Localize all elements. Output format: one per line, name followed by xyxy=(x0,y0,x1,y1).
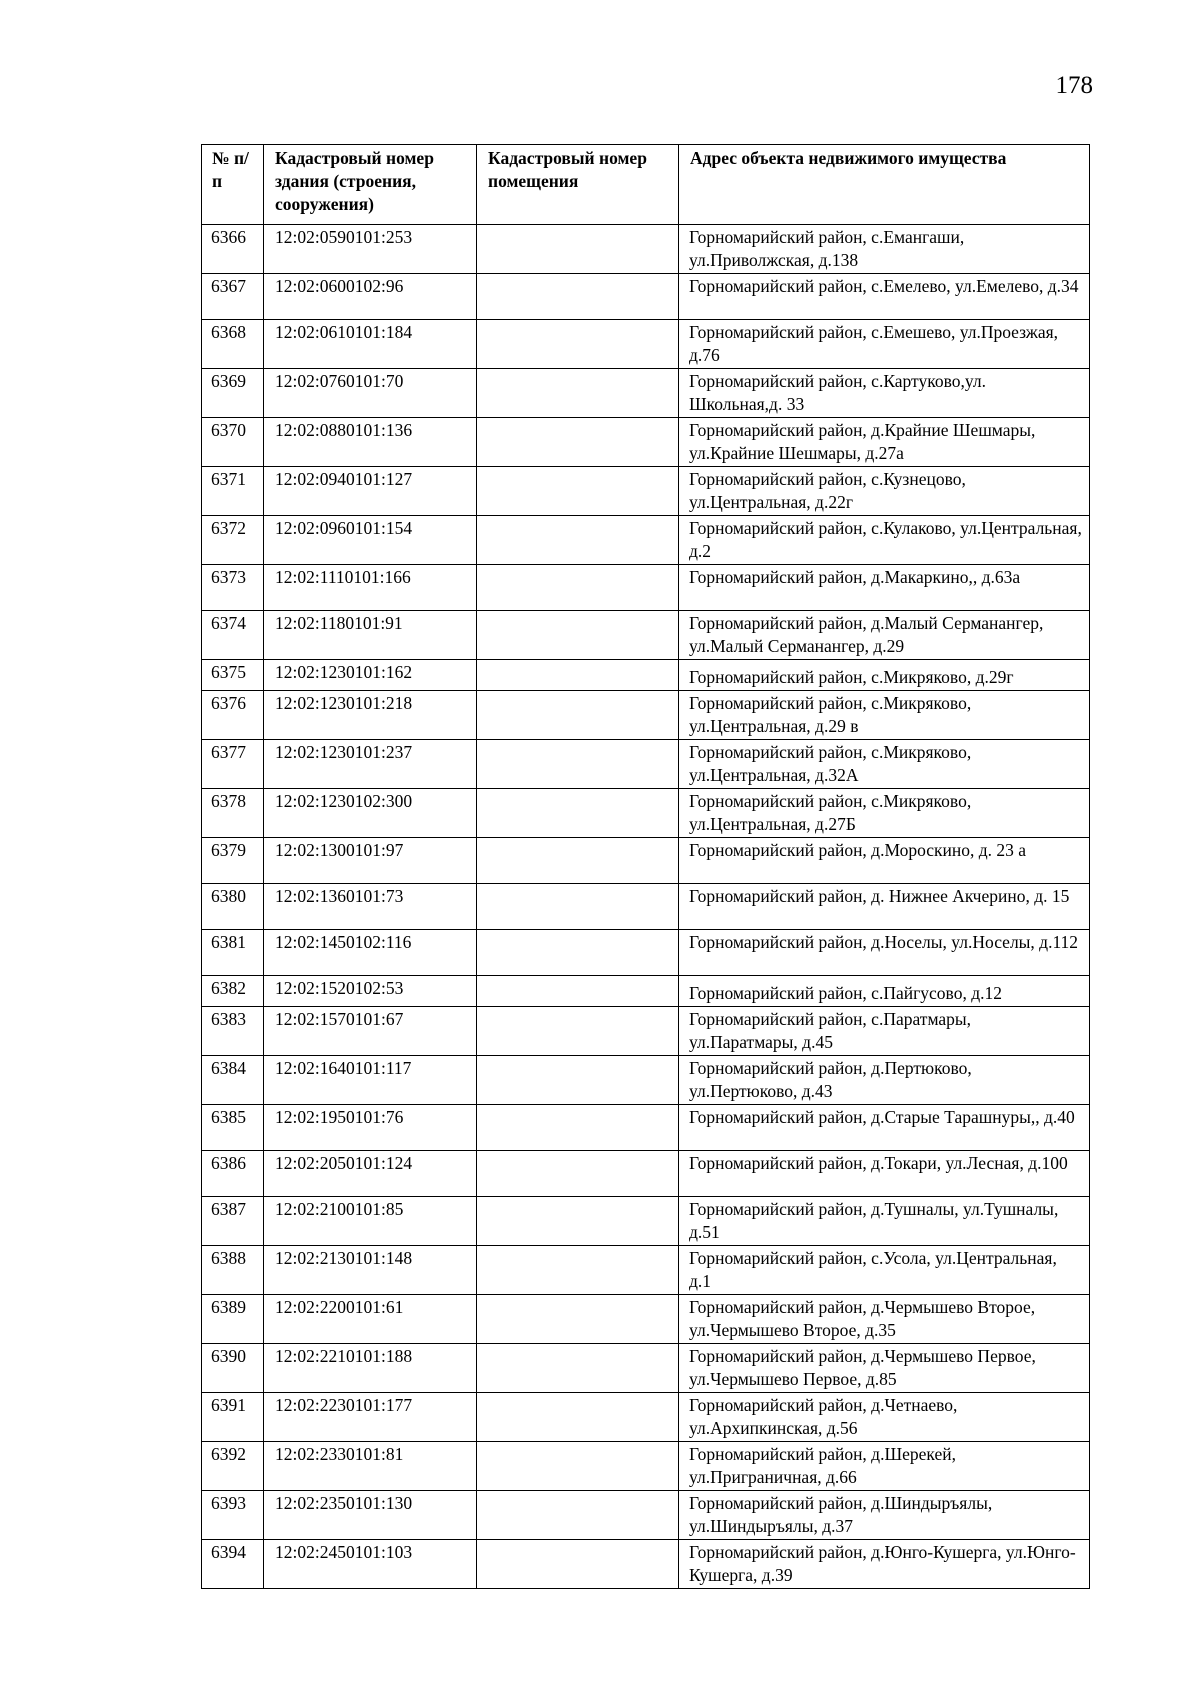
row-number: 6391 xyxy=(202,1393,264,1442)
table-row xyxy=(202,740,1090,789)
building-cadastral-number: 12:02:2350101:130 xyxy=(264,1491,477,1540)
row-number: 6390 xyxy=(202,1344,264,1393)
address: Горномарийский район, д.Крайние Шешмары, ул.Крайние Шешмары, д.27а xyxy=(679,418,1090,467)
building-cadastral-number: 12:02:2200101:61 xyxy=(264,1295,477,1344)
row-number: 6385 xyxy=(202,1105,264,1151)
header-building-cadastral: Кадастровый номер здания (строения, сооружения) xyxy=(264,145,477,225)
room-cadastral-number xyxy=(477,740,679,789)
building-cadastral-number: 12:02:2130101:148 xyxy=(264,1246,477,1295)
row-number: 6368 xyxy=(202,320,264,369)
room-cadastral-number xyxy=(477,1056,679,1105)
row-number: 6369 xyxy=(202,369,264,418)
room-cadastral-number xyxy=(477,1344,679,1393)
address: Горномарийский район, д. Нижнее Акчерино, д. 15 xyxy=(679,884,1090,930)
row-number: 6383 xyxy=(202,1007,264,1056)
building-cadastral-number: 12:02:2330101:81 xyxy=(264,1442,477,1491)
building-cadastral-number: 12:02:1520102:53 xyxy=(264,976,477,1007)
building-cadastral-number: 12:02:0940101:127 xyxy=(264,467,477,516)
address: Горномарийский район, с.Картуково,ул. Школьная,д. 33 xyxy=(679,369,1090,418)
header-address: Адрес объекта недвижимого имущества xyxy=(679,145,1090,225)
room-cadastral-number xyxy=(477,1540,679,1589)
address: Горномарийский район, с.Микряково, д.29г xyxy=(679,660,1090,691)
row-number: 6373 xyxy=(202,565,264,611)
address: Горномарийский район, д.Тушналы, ул.Тушналы, д.51 xyxy=(679,1197,1090,1246)
building-cadastral-number: 12:02:1230102:300 xyxy=(264,789,477,838)
building-cadastral-number: 12:02:0760101:70 xyxy=(264,369,477,418)
table-row xyxy=(202,1491,1090,1540)
room-cadastral-number xyxy=(477,691,679,740)
table-row xyxy=(202,369,1090,418)
table-row xyxy=(202,320,1090,369)
address: Горномарийский район, с.Емангаши, ул.Приволжская, д.138 xyxy=(679,225,1090,274)
row-number: 6372 xyxy=(202,516,264,565)
row-number: 6374 xyxy=(202,611,264,660)
address: Горномарийский район, с.Паратмары, ул.Паратмары, д.45 xyxy=(679,1007,1090,1056)
address: Горномарийский район, с.Микряково, ул.Центральная, д.27Б xyxy=(679,789,1090,838)
header-num: № п/п xyxy=(202,145,264,225)
address: Горномарийский район, д.Чермышево Первое, ул.Чермышево Первое, д.85 xyxy=(679,1344,1090,1393)
table-row xyxy=(202,884,1090,930)
address: Горномарийский район, д.Шиндыръялы, ул.Шиндыръялы, д.37 xyxy=(679,1491,1090,1540)
row-number: 6380 xyxy=(202,884,264,930)
address: Горномарийский район, д.Мороскино, д. 23 а xyxy=(679,838,1090,884)
room-cadastral-number xyxy=(477,1151,679,1197)
row-number: 6370 xyxy=(202,418,264,467)
row-number: 6394 xyxy=(202,1540,264,1589)
room-cadastral-number xyxy=(477,1007,679,1056)
room-cadastral-number xyxy=(477,611,679,660)
row-number: 6371 xyxy=(202,467,264,516)
address: Горномарийский район, д.Старые Тарашнуры,, д.40 xyxy=(679,1105,1090,1151)
address: Горномарийский район, с.Кулаково, ул.Центральная, д.2 xyxy=(679,516,1090,565)
row-number: 6386 xyxy=(202,1151,264,1197)
address: Горномарийский район, д.Токари, ул.Лесная, д.100 xyxy=(679,1151,1090,1197)
room-cadastral-number xyxy=(477,418,679,467)
table-row xyxy=(202,1056,1090,1105)
address: Горномарийский район, д.Носелы, ул.Носелы, д.112 xyxy=(679,930,1090,976)
room-cadastral-number xyxy=(477,467,679,516)
room-cadastral-number xyxy=(477,976,679,1007)
table-row xyxy=(202,660,1090,691)
room-cadastral-number xyxy=(477,838,679,884)
building-cadastral-number: 12:02:1360101:73 xyxy=(264,884,477,930)
building-cadastral-number: 12:02:0960101:154 xyxy=(264,516,477,565)
row-number: 6392 xyxy=(202,1442,264,1491)
row-number: 6367 xyxy=(202,274,264,320)
building-cadastral-number: 12:02:2210101:188 xyxy=(264,1344,477,1393)
row-number: 6388 xyxy=(202,1246,264,1295)
building-cadastral-number: 12:02:1300101:97 xyxy=(264,838,477,884)
building-cadastral-number: 12:02:1110101:166 xyxy=(264,565,477,611)
room-cadastral-number xyxy=(477,1442,679,1491)
table-row xyxy=(202,976,1090,1007)
building-cadastral-number: 12:02:1180101:91 xyxy=(264,611,477,660)
table-row xyxy=(202,930,1090,976)
row-number: 6387 xyxy=(202,1197,264,1246)
room-cadastral-number xyxy=(477,789,679,838)
table-row xyxy=(202,516,1090,565)
building-cadastral-number: 12:02:1950101:76 xyxy=(264,1105,477,1151)
building-cadastral-number: 12:02:2450101:103 xyxy=(264,1540,477,1589)
address: Горномарийский район, с.Микряково, ул.Центральная, д.29 в xyxy=(679,691,1090,740)
building-cadastral-number: 12:02:1640101:117 xyxy=(264,1056,477,1105)
address: Горномарийский район, д.Макаркино,, д.63а xyxy=(679,565,1090,611)
table-row xyxy=(202,789,1090,838)
table-row xyxy=(202,838,1090,884)
room-cadastral-number xyxy=(477,320,679,369)
row-number: 6375 xyxy=(202,660,264,691)
property-table xyxy=(201,144,1090,1589)
row-number: 6389 xyxy=(202,1295,264,1344)
building-cadastral-number: 12:02:1230101:237 xyxy=(264,740,477,789)
room-cadastral-number xyxy=(477,930,679,976)
table-row xyxy=(202,225,1090,274)
table-row xyxy=(202,1344,1090,1393)
building-cadastral-number: 12:02:1450102:116 xyxy=(264,930,477,976)
row-number: 6393 xyxy=(202,1491,264,1540)
room-cadastral-number xyxy=(477,884,679,930)
row-number: 6379 xyxy=(202,838,264,884)
room-cadastral-number xyxy=(477,1295,679,1344)
address: Горномарийский район, с.Пайгусово, д.12 xyxy=(679,976,1090,1007)
table-row xyxy=(202,1197,1090,1246)
address: Горномарийский район, с.Емелево, ул.Емелево, д.34 xyxy=(679,274,1090,320)
address: Горномарийский район, с.Микряково, ул.Центральная, д.32А xyxy=(679,740,1090,789)
building-cadastral-number: 12:02:1230101:162 xyxy=(264,660,477,691)
room-cadastral-number xyxy=(477,1393,679,1442)
table-row xyxy=(202,611,1090,660)
room-cadastral-number xyxy=(477,369,679,418)
row-number: 6376 xyxy=(202,691,264,740)
room-cadastral-number xyxy=(477,1491,679,1540)
building-cadastral-number: 12:02:0880101:136 xyxy=(264,418,477,467)
address: Горномарийский район, с.Кузнецово, ул.Центральная, д.22г xyxy=(679,467,1090,516)
room-cadastral-number xyxy=(477,225,679,274)
room-cadastral-number xyxy=(477,1197,679,1246)
address: Горномарийский район, д.Шерекей, ул.Пригpаничная, д.66 xyxy=(679,1442,1090,1491)
room-cadastral-number xyxy=(477,660,679,691)
address: Горномарийский район, с.Емешево, ул.Проезжая, д.76 xyxy=(679,320,1090,369)
table-row xyxy=(202,467,1090,516)
page-number: 178 xyxy=(1055,72,1093,99)
row-number: 6378 xyxy=(202,789,264,838)
table-row xyxy=(202,1393,1090,1442)
table-row xyxy=(202,1540,1090,1589)
row-number: 6366 xyxy=(202,225,264,274)
table-row xyxy=(202,1295,1090,1344)
table-body xyxy=(202,225,1090,1589)
table-row xyxy=(202,1246,1090,1295)
row-number: 6377 xyxy=(202,740,264,789)
address: Горномарийский район, с.Усола, ул.Центральная, д.1 xyxy=(679,1246,1090,1295)
building-cadastral-number: 12:02:2230101:177 xyxy=(264,1393,477,1442)
room-cadastral-number xyxy=(477,1246,679,1295)
table-row xyxy=(202,274,1090,320)
address: Горномарийский район, д.Четнаево, ул.Архипкинская, д.56 xyxy=(679,1393,1090,1442)
building-cadastral-number: 12:02:0590101:253 xyxy=(264,225,477,274)
address: Горномарийский район, д.Чермышево Второе, ул.Чермышево Второе, д.35 xyxy=(679,1295,1090,1344)
room-cadastral-number xyxy=(477,274,679,320)
room-cadastral-number xyxy=(477,516,679,565)
address: Горномарийский район, д.Юнго-Кушерга, ул.Юнго-Кушерга, д.39 xyxy=(679,1540,1090,1589)
row-number: 6381 xyxy=(202,930,264,976)
room-cadastral-number xyxy=(477,1105,679,1151)
address: Горномарийский район, д.Пертюково, ул.Пертюково, д.43 xyxy=(679,1056,1090,1105)
table-header-row xyxy=(202,145,1090,225)
row-number: 6382 xyxy=(202,976,264,1007)
table-row xyxy=(202,691,1090,740)
table-row xyxy=(202,1442,1090,1491)
table-row xyxy=(202,565,1090,611)
building-cadastral-number: 12:02:0610101:184 xyxy=(264,320,477,369)
header-room-cadastral: Кадастровый номер помещения xyxy=(477,145,679,225)
table-row xyxy=(202,1105,1090,1151)
address: Горномарийский район, д.Малый Серманангер, ул.Малый Серманангер, д.29 xyxy=(679,611,1090,660)
table-row xyxy=(202,418,1090,467)
building-cadastral-number: 12:02:1570101:67 xyxy=(264,1007,477,1056)
row-number: 6384 xyxy=(202,1056,264,1105)
building-cadastral-number: 12:02:2050101:124 xyxy=(264,1151,477,1197)
table-row xyxy=(202,1007,1090,1056)
building-cadastral-number: 12:02:0600102:96 xyxy=(264,274,477,320)
building-cadastral-number: 12:02:2100101:85 xyxy=(264,1197,477,1246)
building-cadastral-number: 12:02:1230101:218 xyxy=(264,691,477,740)
room-cadastral-number xyxy=(477,565,679,611)
table-row xyxy=(202,1151,1090,1197)
